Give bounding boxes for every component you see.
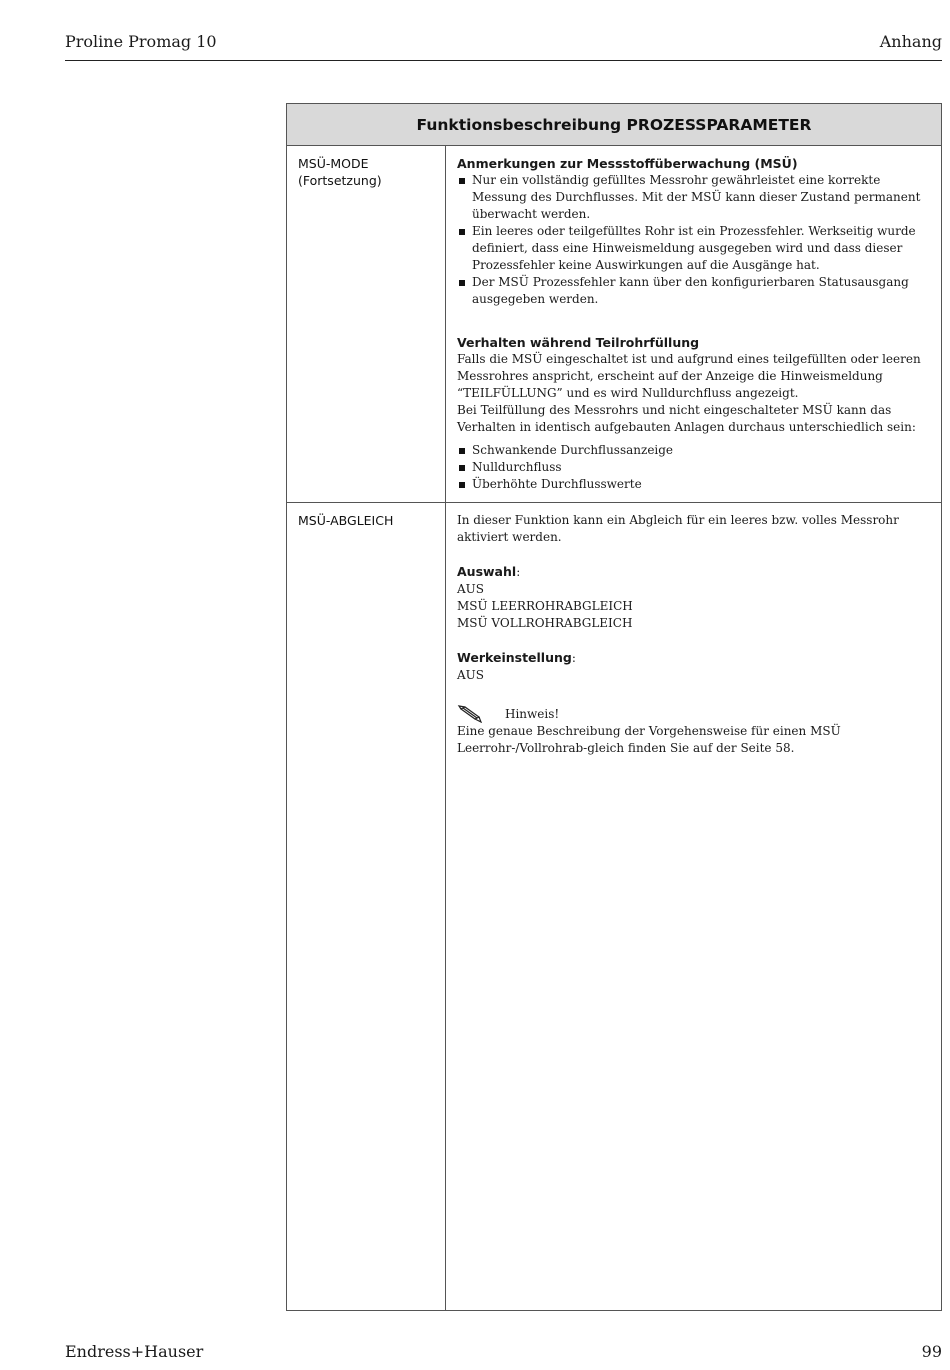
partial-fill-behavior-list	[457, 442, 930, 493]
hint-text: Eine genaue Beschreibung der Vorgehensweise für einen MSÜ Leerrohr-/Vollrohrab-gleich finden Sie auf der Seite 58.	[457, 724, 841, 755]
list-item: Ein leeres oder teilgefülltes Rohr ist ein Prozessfehler. Werkseitig wurde definiert, dass eine Hinweismeldung ausgegeben wird und dass dieser Prozessfehler keine Auswirkungen auf die Ausgänge hat.	[457, 223, 930, 274]
table-title: Funktionsbeschreibung PROZESSPARAMETER	[287, 104, 941, 146]
function-name-continuation: (Fortsetzung)	[298, 173, 382, 188]
page-number: 99	[921, 1342, 942, 1361]
function-table	[286, 103, 942, 1311]
section-heading-msu-notes: Anmerkungen zur Messstoffüberwachung (MSÜ)	[457, 156, 798, 171]
factory-setting-value: AUS	[457, 668, 484, 682]
msu-notes-list	[457, 172, 930, 308]
paragraph: Bei Teilfüllung des Messrohrs und nicht eingeschalteter MSÜ kann das Verhalten in identisch aufgebauten Anlagen durchaus unterschiedlich sein:	[457, 403, 916, 434]
selection-label-line	[457, 563, 930, 581]
list-item: Schwankende Durchflussanzeige	[457, 442, 930, 459]
option-value: MSÜ LEERROHRABGLEICH	[457, 599, 633, 613]
factory-setting-colon: :	[571, 651, 576, 665]
selection-label: Auswahl	[457, 564, 517, 579]
table-row-msu-mode	[287, 146, 941, 503]
list-item: Der MSÜ Prozessfehler kann über den konfigurierbaren Statusausgang ausgegeben werden.	[457, 274, 930, 308]
footer-company: Endress+Hauser	[65, 1342, 204, 1361]
list-item: Nulldurchfluss	[457, 459, 930, 476]
selection-colon: :	[516, 565, 521, 579]
function-description-cell	[446, 503, 941, 1310]
hint-title: Hinweis!	[505, 706, 560, 721]
function-name-cell	[287, 146, 446, 502]
factory-setting-label: Werkeinstellung	[457, 650, 572, 665]
table-row-msu-abgleich	[287, 503, 941, 1310]
option-value: MSÜ VOLLROHRABGLEICH	[457, 616, 633, 630]
section-heading-partial-fill: Verhalten während Teilrohrfüllung	[457, 335, 700, 350]
factory-setting-label-line	[457, 649, 930, 667]
option-value: AUS	[457, 582, 484, 596]
list-item: Nur ein vollständig gefülltes Messrohr gewährleistet eine korrekte Messung des Durchflusses. Mit der MSÜ kann dieser Zustand permanent überwacht werden.	[457, 172, 930, 223]
list-item: Überhöhte Durchflusswerte	[457, 476, 930, 493]
function-name: MSÜ-ABGLEICH	[298, 513, 394, 528]
paragraph: In dieser Funktion kann ein Abgleich für ein leeres bzw. volles Messrohr aktiviert werden.	[457, 513, 899, 544]
paragraph: Falls die MSÜ eingeschaltet ist und aufgrund eines teilgefüllten oder leeren Messrohres anspricht, erscheint auf der Anzeige die Hinweismeldung “TEILFÜLLUNG” und es wird Nulldurchfluss angezeigt.	[457, 352, 921, 400]
pencil-icon	[457, 705, 495, 723]
function-name-cell	[287, 503, 446, 1310]
function-name: MSÜ-MODE	[298, 156, 369, 171]
header-section-title: Anhang	[879, 32, 942, 51]
header-rule	[65, 60, 942, 61]
hint-block-header	[457, 705, 930, 723]
function-description-cell	[446, 146, 941, 502]
header-document-title: Proline Promag 10	[65, 32, 217, 51]
